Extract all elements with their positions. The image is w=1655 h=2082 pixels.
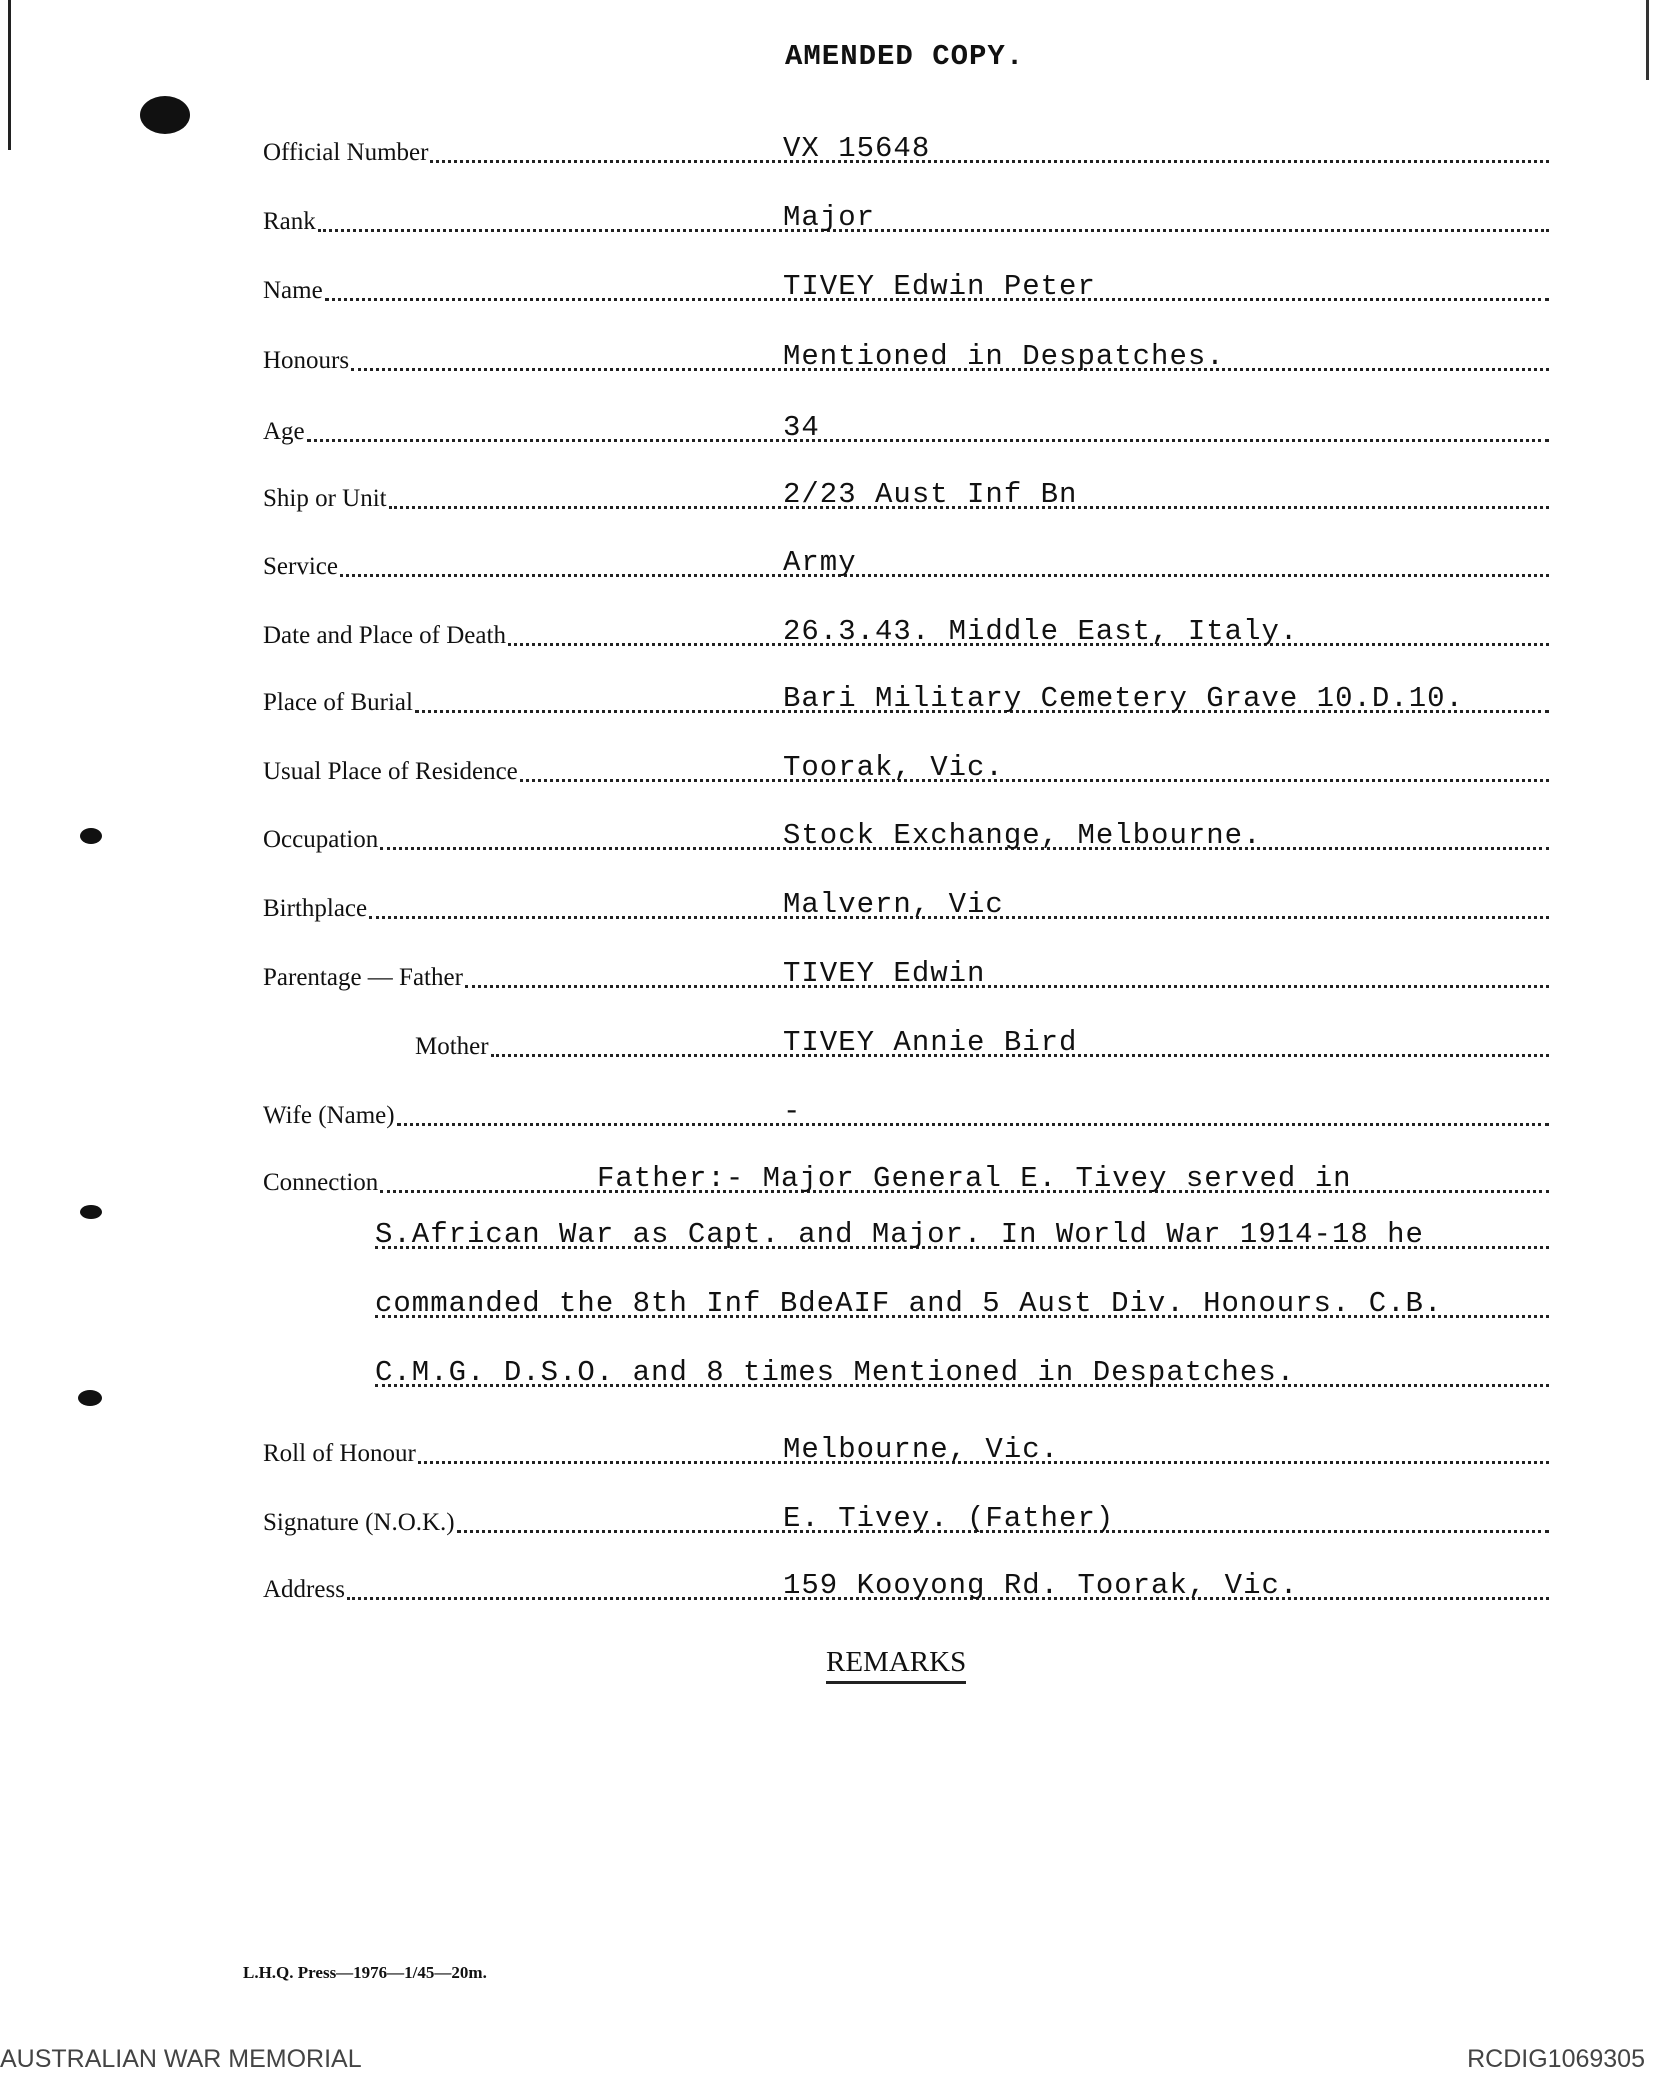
field-value: S.African War as Capt. and Major. In World War 1914-18 he: [375, 1218, 1424, 1251]
document-title: AMENDED COPY.: [785, 40, 1025, 73]
field-value: 34: [783, 411, 820, 444]
form-row: [0, 1564, 1655, 1604]
form-row: [0, 883, 1655, 923]
form-row: [0, 1021, 1655, 1061]
dotted-line: [520, 779, 1549, 782]
form-row: [0, 1497, 1655, 1537]
form-row: [0, 335, 1655, 375]
field-value: VX 15648: [783, 132, 931, 165]
field-label: Connection: [263, 1169, 379, 1196]
remarks-heading: REMARKS: [826, 1646, 966, 1684]
field-label: Address: [263, 1576, 345, 1603]
dotted-line: [340, 574, 1549, 577]
form-row: [0, 265, 1655, 305]
field-value: Major: [783, 201, 876, 234]
field-label: Service: [263, 553, 338, 580]
dotted-line: [465, 985, 1549, 988]
field-label: Birthplace: [263, 895, 368, 922]
field-label: Wife (Name): [263, 1102, 395, 1129]
field-label: Occupation: [263, 826, 379, 853]
field-label: Parentage — Father: [263, 964, 463, 991]
printer-imprint: L.H.Q. Press—1976—1/45—20m.: [243, 1963, 487, 1982]
form-row: [0, 1282, 1655, 1322]
form-row: [0, 952, 1655, 992]
form-row: [0, 127, 1655, 167]
field-value: commanded the 8th Inf BdeAIF and 5 Aust Div. Honours. C.B.: [375, 1287, 1443, 1320]
field-value: 159 Kooyong Rd. Toorak, Vic.: [783, 1569, 1299, 1602]
form-row: [0, 1213, 1655, 1253]
field-value: C.M.G. D.S.O. and 8 times Mentioned in Despatches.: [375, 1356, 1296, 1389]
form-row: [0, 610, 1655, 650]
field-value: Bari Military Cemetery Grave 10.D.10.: [783, 682, 1464, 715]
form-row: [0, 473, 1655, 513]
field-value: -: [783, 1095, 802, 1128]
field-label: Age: [263, 418, 305, 445]
field-value: TIVEY Annie Bird: [783, 1026, 1078, 1059]
form-row: [0, 1351, 1655, 1391]
field-label: Ship or Unit: [263, 485, 387, 512]
field-value: Toorak, Vic.: [783, 751, 1004, 784]
form-row: [0, 814, 1655, 854]
dotted-line: [430, 160, 1549, 163]
field-value: Father:- Major General E. Tivey served in: [597, 1162, 1352, 1195]
form-row: [0, 1090, 1655, 1130]
field-label: Rank: [263, 208, 316, 235]
field-value: E. Tivey. (Father): [783, 1502, 1115, 1535]
field-label: Place of Burial: [263, 689, 413, 716]
field-value: TIVEY Edwin: [783, 957, 986, 990]
field-label: Signature (N.O.K.): [263, 1509, 455, 1536]
dotted-line: [397, 1123, 1549, 1126]
field-value: Army: [783, 546, 857, 579]
archive-name: AUSTRALIAN WAR MEMORIAL: [0, 2045, 362, 2073]
field-label: Official Number: [263, 139, 429, 166]
field-label: Usual Place of Residence: [263, 758, 518, 785]
field-value: Malvern, Vic: [783, 888, 1004, 921]
form-row: [0, 677, 1655, 717]
field-label: Mother: [415, 1033, 489, 1060]
field-value: Stock Exchange, Melbourne.: [783, 819, 1262, 852]
dotted-line: [307, 439, 1549, 442]
field-value: Mentioned in Despatches.: [783, 340, 1225, 373]
form-row: [0, 196, 1655, 236]
field-value: 26.3.43. Middle East, Italy.: [783, 615, 1299, 648]
field-value: TIVEY Edwin Peter: [783, 270, 1096, 303]
field-label: Name: [263, 277, 323, 304]
form-row: [0, 1428, 1655, 1468]
form-row: [0, 541, 1655, 581]
form-row: [0, 1157, 1655, 1197]
form-row: [0, 406, 1655, 446]
field-label: Honours: [263, 347, 350, 374]
field-label: Roll of Honour: [263, 1440, 416, 1467]
archive-reference: RCDIG1069305: [1467, 2045, 1645, 2073]
form-row: [0, 746, 1655, 786]
scan-edge: [1646, 0, 1649, 80]
field-label: Date and Place of Death: [263, 622, 506, 649]
field-value: 2/23 Aust Inf Bn: [783, 478, 1078, 511]
dotted-line: [318, 229, 1549, 232]
field-value: Melbourne, Vic.: [783, 1433, 1060, 1466]
punch-hole-mark: [78, 1390, 102, 1406]
